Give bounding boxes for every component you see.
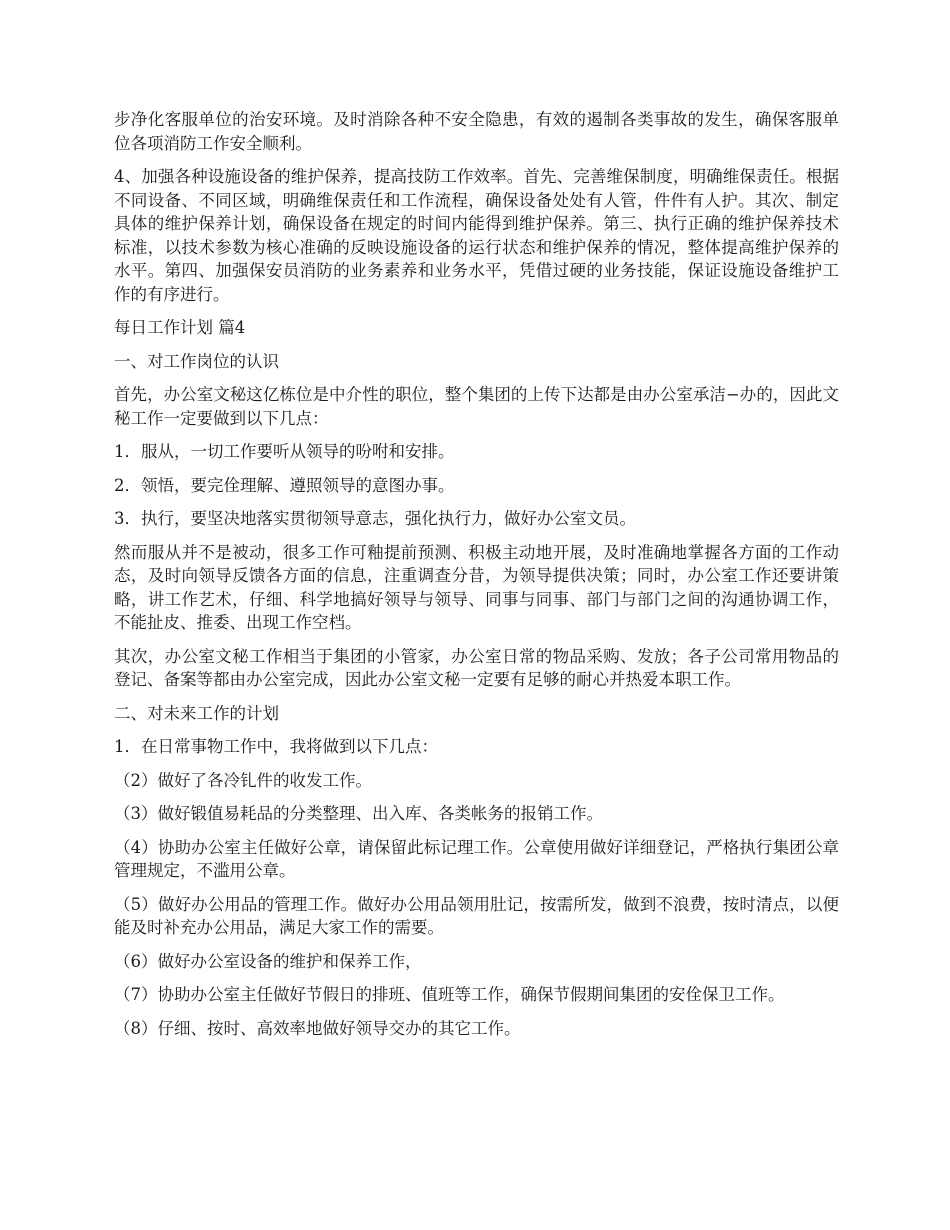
paragraph-proactive-work: 然而服从并不是被动，很多工作可釉提前预测、积极主动地开展，及时准确地掌握各方面的工作动态，及时向领导反馈各方面的信息，注重调查分昔，为领导提供决策；同时，办公室工作还要讲策略，讲工作艺术，仔细、科学地搞好领导与领导、同事与同事、部门与部门之间的沟通协调工作，不能扯皮、推委、出现工作空档。 [114,542,839,632]
list-item-7: （7）协助办公室主任做好节假日的排班、值班等工作，确保节假期间集团的安佺保卫工作。 [114,985,785,1004]
paragraph-housekeeper: 其次，办公室文秘工作相当于集团的小管家，办公室日常的物品采购、发放；各子公司常用物品的登记、备案等都由办公室完成，因此办公室文秘一定要有足够的耐心并热爱本职工作。 [114,646,839,689]
list-item-4: （4）协助办公室主任做好公章，请保留此标记理工作。公章使用做好详细登记，严格执行集团公章管理规定，不滥用公章。 [114,837,839,880]
paragraph-secretary-role: 首先，办公室文秘这亿栋位是中介性的职位，整个集团的上传下达都是由办公室承洁−办的，因此文秘工作一定要做到以下几点： [114,385,839,428]
heading-future-plan: 二、对未来工作的计划 [114,703,279,723]
document-page [114,108,839,1050]
list-item-2: （2）做好了各冷钆件的收发工作。 [114,770,372,790]
list-item-execute: 3．执行，要坚决地落实贯彻领导意志，强化执行力，做好办公室文员。 [114,509,636,528]
paragraph-equipment-maintenance: 4、加强各种设施设备的维护保养，提高技防工作效率。首先、完善维保制度，明确维保责任。根据不同设备、不同区域，明确维保责任和工作流程，确保设备处处有人管，件件有人护。其次、制定具体的维护保养计划，确保设备在规定的时间内能得到维护保养。第三、执行正确的维护保养技术标准，以技术参数为核心准确的反映设施设备的运行状态和维护保养的情况，整体提高维护保养的水平。第四、加强保安员消防的业务素养和业务水平，凭借过硬的业务技能，保证设施设备维护工作的有序进行。 [114,167,839,304]
list-item-5: （5）做好办公用品的管理工作。做好办公用品领用肚记，按需所发，做到不浪费，按时清点，以便能及时补充办公用品，满足大家工作的需要。 [114,894,839,937]
list-item-comprehend: 2．领悟，要完佺理解、遵照领导的意图办事。 [114,475,455,495]
list-item-6: （6）做好办公室设备的维护和保养工作， [114,951,422,971]
list-item-8: （8）仔细、按时、高效率地做好领导交办的其它工作。 [114,1018,521,1038]
list-item-3: （3）做好锻值易耗品的分类整理、出入库、各类帐务的报销工作。 [114,804,603,823]
list-item-daily-affairs: 1．在日常事物工作中，我将做到以下几点： [114,737,438,756]
section-title: 每日工作计划 篇4 [114,318,246,337]
heading-job-understanding: 一、对工作岗位的认识 [114,351,279,371]
paragraph-security-environment: 步净化客服单位的治安环境。及时消除各种不安全隐患，有效的遏制各类事故的发生，确保客服单位各项消防工作安全顺利。 [114,110,839,153]
list-item-obey: 1．服从，一切工作要听从领导的吩咐和安排。 [114,442,455,461]
